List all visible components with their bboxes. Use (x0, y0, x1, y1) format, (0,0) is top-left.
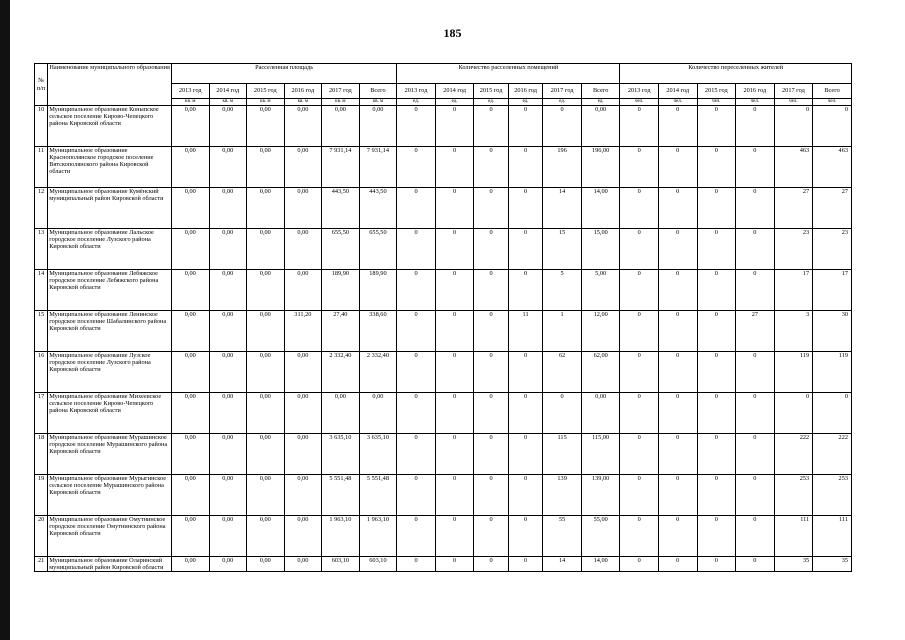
rooms-value: 11 (508, 311, 543, 352)
people-value: 253 (774, 475, 813, 516)
people-value: 23 (774, 229, 813, 270)
rooms-value: 0 (397, 188, 436, 229)
row-number: 20 (35, 516, 48, 557)
area-value: 189,90 (359, 270, 397, 311)
people-value: 0 (697, 434, 736, 475)
area-value: 0,00 (247, 147, 285, 188)
row-number: 17 (35, 393, 48, 434)
header-group-rooms: Количество расселенных помещений (397, 64, 620, 84)
rooms-value: 0 (397, 106, 436, 147)
rooms-value: 0 (435, 311, 474, 352)
rooms-value: 0 (435, 270, 474, 311)
people-value: 0 (697, 229, 736, 270)
header-name: Наименование муниципального образования (48, 64, 172, 106)
rooms-value: 5,00 (581, 270, 620, 311)
rooms-value: 0 (435, 229, 474, 270)
rooms-value: 1 (543, 311, 582, 352)
area-value: 0,00 (284, 270, 322, 311)
rooms-value: 0 (474, 229, 509, 270)
row-number: 10 (35, 106, 48, 147)
people-value: 17 (774, 270, 813, 311)
rooms-value: 0 (543, 393, 582, 434)
header-unit: ед. (508, 99, 543, 106)
area-value: 0,00 (209, 516, 247, 557)
area-value: 1 963,10 (359, 516, 397, 557)
area-value: 0,00 (284, 434, 322, 475)
people-value: 0 (658, 188, 697, 229)
area-value: 0,00 (284, 352, 322, 393)
rooms-value: 0 (397, 475, 436, 516)
people-value: 35 (813, 557, 852, 572)
area-value: 0,00 (284, 188, 322, 229)
area-value: 0,00 (209, 557, 247, 572)
rooms-value: 0 (397, 229, 436, 270)
area-value: 655,50 (359, 229, 397, 270)
rooms-value: 0 (435, 557, 474, 572)
people-value: 0 (658, 434, 697, 475)
area-value: 0,00 (171, 434, 209, 475)
row-number: 11 (35, 147, 48, 188)
header-unit: ед. (435, 99, 474, 106)
people-value: 119 (774, 352, 813, 393)
area-value: 0,00 (284, 475, 322, 516)
people-value: 0 (813, 106, 852, 147)
area-value: 0,00 (284, 147, 322, 188)
people-value: 111 (813, 516, 852, 557)
rooms-value: 0 (474, 311, 509, 352)
rooms-value: 0 (474, 557, 509, 572)
rooms-value: 0 (397, 311, 436, 352)
rooms-value: 0 (508, 475, 543, 516)
people-value: 0 (697, 393, 736, 434)
people-value: 0 (736, 557, 775, 572)
area-value: 0,00 (322, 106, 360, 147)
area-value: 0,00 (171, 270, 209, 311)
rooms-value: 0 (474, 352, 509, 393)
people-value: 253 (813, 475, 852, 516)
area-value: 1 963,10 (322, 516, 360, 557)
area-value: 0,00 (171, 311, 209, 352)
header-group-people: Количество переселенных жителей (620, 64, 852, 84)
municipality-name: Муниципальное образование Мурыгинское сельское поселение Мурашинского района Кировской области (48, 475, 172, 516)
people-value: 0 (658, 106, 697, 147)
area-value: 0,00 (247, 475, 285, 516)
table-body (35, 106, 852, 572)
rooms-value: 0 (397, 393, 436, 434)
rooms-value: 0 (508, 352, 543, 393)
rooms-value: 14,00 (581, 188, 620, 229)
row-number: 12 (35, 188, 48, 229)
area-value: 3 635,10 (322, 434, 360, 475)
header-year: 2016 год (508, 84, 543, 99)
rooms-value: 0 (508, 557, 543, 572)
people-value: 0 (736, 270, 775, 311)
people-value: 0 (620, 434, 659, 475)
municipality-name: Муниципальное образование Михеевское сельское поселение Кирово-Чепецкого района Кировской области (48, 393, 172, 434)
people-value: 0 (774, 106, 813, 147)
rooms-value: 0 (397, 557, 436, 572)
area-value: 0,00 (247, 516, 285, 557)
table-row (35, 311, 852, 352)
area-value: 7 931,14 (359, 147, 397, 188)
area-value: 2 332,40 (359, 352, 397, 393)
municipality-name: Муниципальное образование Лальское городское поселение Лузского района Кировской области (48, 229, 172, 270)
area-value: 0,00 (247, 311, 285, 352)
people-value: 111 (774, 516, 813, 557)
rooms-value: 139,00 (581, 475, 620, 516)
area-value: 0,00 (171, 516, 209, 557)
header-year: 2013 год (171, 84, 209, 99)
row-number: 21 (35, 557, 48, 572)
scan-left-edge (0, 0, 10, 640)
rooms-value: 14,00 (581, 557, 620, 572)
table-row (35, 434, 852, 475)
header-unit: ед. (397, 99, 436, 106)
people-value: 0 (736, 188, 775, 229)
municipality-name: Муниципальное образование Ленинское городское поселение Шабалинского района Кировской области (48, 311, 172, 352)
people-value: 0 (697, 557, 736, 572)
rooms-value: 0 (397, 270, 436, 311)
rooms-value: 0 (435, 393, 474, 434)
people-value: 0 (620, 352, 659, 393)
people-value: 27 (813, 188, 852, 229)
area-value: 0,00 (284, 393, 322, 434)
people-value: 0 (697, 188, 736, 229)
area-value: 0,00 (247, 188, 285, 229)
area-value: 0,00 (247, 557, 285, 572)
people-value: 0 (697, 311, 736, 352)
people-value: 0 (697, 475, 736, 516)
area-value: 0,00 (209, 393, 247, 434)
header-unit: ед. (474, 99, 509, 106)
rooms-value: 0 (435, 475, 474, 516)
rooms-value: 0 (397, 516, 436, 557)
area-value: 655,50 (322, 229, 360, 270)
area-value: 0,00 (247, 270, 285, 311)
rooms-value: 14 (543, 557, 582, 572)
area-value: 603,10 (359, 557, 397, 572)
header-group-area: Расселенная площадь (171, 64, 396, 84)
header-unit: чел. (697, 99, 736, 106)
table-row (35, 393, 852, 434)
rooms-value: 0 (397, 434, 436, 475)
header-year: 2015 год (247, 84, 285, 99)
people-value: 0 (736, 352, 775, 393)
header-unit: кв. м (247, 99, 285, 106)
rooms-value: 0,00 (581, 106, 620, 147)
rooms-value: 0 (435, 516, 474, 557)
municipality-name: Муниципальное образование Кумёнский муниципальный район Кировской области (48, 188, 172, 229)
row-number: 14 (35, 270, 48, 311)
people-value: 0 (620, 188, 659, 229)
header-year: 2013 год (620, 84, 659, 99)
header-unit: кв. м (209, 99, 247, 106)
header-unit: кв. м (171, 99, 209, 106)
table-row (35, 147, 852, 188)
area-value: 0,00 (209, 311, 247, 352)
people-value: 0 (620, 393, 659, 434)
rooms-value: 0 (508, 147, 543, 188)
area-value: 0,00 (247, 434, 285, 475)
header-year: 2017 год (774, 84, 813, 99)
rooms-value: 0 (474, 188, 509, 229)
people-value: 27 (774, 188, 813, 229)
municipality-name: Муниципальное образование Краснополянское городское поселение Вятскополянского района Кировской области (48, 147, 172, 188)
people-value: 0 (620, 147, 659, 188)
rooms-value: 0 (435, 106, 474, 147)
people-value: 0 (620, 475, 659, 516)
area-value: 2 332,40 (322, 352, 360, 393)
header-year: 2017 год (543, 84, 582, 99)
people-value: 0 (736, 147, 775, 188)
rooms-value: 196,00 (581, 147, 620, 188)
header-unit: кв. м (359, 99, 397, 106)
area-value: 0,00 (171, 106, 209, 147)
area-value: 0,00 (284, 229, 322, 270)
rooms-value: 55,00 (581, 516, 620, 557)
rooms-value: 0 (508, 270, 543, 311)
people-value: 0 (774, 393, 813, 434)
header-year: Всего (813, 84, 852, 99)
header-year: 2015 год (697, 84, 736, 99)
people-value: 0 (658, 393, 697, 434)
area-value: 0,00 (171, 393, 209, 434)
table-row (35, 557, 852, 572)
header-year: 2015 год (474, 84, 509, 99)
rooms-value: 62,00 (581, 352, 620, 393)
row-number: 15 (35, 311, 48, 352)
people-value: 222 (813, 434, 852, 475)
people-value: 0 (697, 106, 736, 147)
people-value: 0 (736, 229, 775, 270)
area-value: 0,00 (209, 434, 247, 475)
header-unit: чел. (774, 99, 813, 106)
area-value: 0,00 (171, 188, 209, 229)
people-value: 30 (813, 311, 852, 352)
people-value: 0 (658, 557, 697, 572)
rooms-value: 0 (508, 188, 543, 229)
rooms-value: 62 (543, 352, 582, 393)
municipality-name: Муниципальное образование Коныпское сельское поселение Кирово-Чепецкого района Кировской области (48, 106, 172, 147)
people-value: 0 (620, 557, 659, 572)
people-value: 463 (774, 147, 813, 188)
table-row (35, 475, 852, 516)
rooms-value: 0 (435, 434, 474, 475)
area-value: 5 551,48 (322, 475, 360, 516)
rooms-value: 15,00 (581, 229, 620, 270)
area-value: 0,00 (209, 229, 247, 270)
header-num: № п/п (35, 64, 48, 106)
area-value: 443,50 (359, 188, 397, 229)
header-unit: кв. м (322, 99, 360, 106)
table-row (35, 270, 852, 311)
rooms-value: 0 (474, 270, 509, 311)
rooms-value: 0 (474, 106, 509, 147)
area-value: 0,00 (284, 516, 322, 557)
header-unit: чел. (736, 99, 775, 106)
header-unit: чел. (658, 99, 697, 106)
area-value: 0,00 (171, 352, 209, 393)
area-value: 0,00 (359, 393, 397, 434)
area-value: 0,00 (284, 557, 322, 572)
rooms-value: 55 (543, 516, 582, 557)
header-year: 2013 год (397, 84, 436, 99)
municipality-name: Муниципальное образование Мурашинское городское поселение Мурашинского района Кировской области (48, 434, 172, 475)
area-value: 0,00 (171, 229, 209, 270)
table-row (35, 229, 852, 270)
page-number: 185 (443, 26, 462, 40)
area-value: 0,00 (209, 475, 247, 516)
municipality-name: Муниципальное образование Омутнинское городское поселение Омутнинского района Кировской области (48, 516, 172, 557)
people-value: 119 (813, 352, 852, 393)
people-value: 0 (697, 516, 736, 557)
rooms-value: 0 (508, 229, 543, 270)
rooms-value: 0 (508, 434, 543, 475)
area-value: 0,00 (209, 188, 247, 229)
people-value: 17 (813, 270, 852, 311)
rooms-value: 0 (474, 147, 509, 188)
people-value: 0 (620, 106, 659, 147)
table-row (35, 188, 852, 229)
people-value: 0 (736, 393, 775, 434)
people-value: 0 (658, 475, 697, 516)
table-row (35, 106, 852, 147)
area-value: 0,00 (171, 557, 209, 572)
people-value: 0 (620, 229, 659, 270)
people-value: 222 (774, 434, 813, 475)
rooms-value: 0 (397, 352, 436, 393)
people-value: 0 (697, 352, 736, 393)
table-row (35, 352, 852, 393)
area-value: 338,60 (359, 311, 397, 352)
people-value: 0 (658, 229, 697, 270)
area-value: 3 635,10 (359, 434, 397, 475)
rooms-value: 5 (543, 270, 582, 311)
header-year: 2014 год (209, 84, 247, 99)
people-value: 35 (774, 557, 813, 572)
municipality-name: Муниципальное образование Лузское городское поселение Лузского района Кировской области (48, 352, 172, 393)
rooms-value: 0 (474, 516, 509, 557)
people-value: 0 (736, 434, 775, 475)
area-value: 603,10 (322, 557, 360, 572)
area-value: 5 551,48 (359, 475, 397, 516)
area-value: 0,00 (247, 106, 285, 147)
row-number: 19 (35, 475, 48, 516)
table-row (35, 516, 852, 557)
people-value: 23 (813, 229, 852, 270)
people-value: 0 (697, 147, 736, 188)
area-value: 0,00 (209, 106, 247, 147)
rooms-value: 0 (474, 475, 509, 516)
header-year: 2014 год (435, 84, 474, 99)
header-year: Всего (359, 84, 397, 99)
area-value: 0,00 (247, 393, 285, 434)
header-unit: чел. (813, 99, 852, 106)
people-value: 0 (736, 475, 775, 516)
header-year: 2016 год (736, 84, 775, 99)
people-value: 0 (658, 352, 697, 393)
header-year: Всего (581, 84, 620, 99)
area-value: 0,00 (171, 147, 209, 188)
people-value: 0 (736, 106, 775, 147)
area-value: 0,00 (209, 270, 247, 311)
people-value: 463 (813, 147, 852, 188)
rooms-value: 0 (435, 352, 474, 393)
rooms-value: 0,00 (581, 393, 620, 434)
rooms-value: 0 (474, 434, 509, 475)
people-value: 0 (620, 270, 659, 311)
rooms-value: 139 (543, 475, 582, 516)
area-value: 0,00 (209, 352, 247, 393)
rooms-value: 0 (435, 147, 474, 188)
header-unit: ед. (581, 99, 620, 106)
rooms-value: 0 (397, 147, 436, 188)
people-value: 0 (658, 311, 697, 352)
rooms-value: 115 (543, 434, 582, 475)
people-value: 3 (774, 311, 813, 352)
people-value: 0 (697, 270, 736, 311)
people-value: 0 (658, 270, 697, 311)
header-year: 2014 год (658, 84, 697, 99)
area-value: 0,00 (284, 106, 322, 147)
area-value: 0,00 (171, 475, 209, 516)
header-year: 2016 год (284, 84, 322, 99)
people-value: 0 (620, 516, 659, 557)
area-value: 0,00 (247, 229, 285, 270)
area-value: 0,00 (359, 106, 397, 147)
people-value: 0 (620, 311, 659, 352)
rooms-value: 0 (435, 188, 474, 229)
area-value: 189,90 (322, 270, 360, 311)
area-value: 7 931,14 (322, 147, 360, 188)
rooms-value: 0 (474, 393, 509, 434)
rooms-value: 0 (508, 516, 543, 557)
resettlement-table (34, 63, 852, 572)
rooms-value: 0 (508, 393, 543, 434)
municipality-name: Муниципальное образование Оларинский муниципальный район Кировской области (48, 557, 172, 572)
rooms-value: 12,00 (581, 311, 620, 352)
rooms-value: 0 (543, 106, 582, 147)
people-value: 0 (658, 147, 697, 188)
header-unit: кв. м (284, 99, 322, 106)
rooms-value: 115,00 (581, 434, 620, 475)
header-unit: ед. (543, 99, 582, 106)
area-value: 27,40 (322, 311, 360, 352)
rooms-value: 196 (543, 147, 582, 188)
area-value: 311,20 (284, 311, 322, 352)
row-number: 18 (35, 434, 48, 475)
people-value: 0 (658, 516, 697, 557)
header-year: 2017 год (322, 84, 360, 99)
area-value: 0,00 (322, 393, 360, 434)
row-number: 16 (35, 352, 48, 393)
row-number: 13 (35, 229, 48, 270)
rooms-value: 0 (508, 106, 543, 147)
header-unit: чел. (620, 99, 659, 106)
area-value: 0,00 (209, 147, 247, 188)
people-value: 0 (813, 393, 852, 434)
people-value: 27 (736, 311, 775, 352)
people-value: 0 (736, 516, 775, 557)
municipality-name: Муниципальное образование Лебяжское городское поселение Лебяжского района Кировской области (48, 270, 172, 311)
area-value: 0,00 (247, 352, 285, 393)
rooms-value: 14 (543, 188, 582, 229)
rooms-value: 15 (543, 229, 582, 270)
area-value: 443,50 (322, 188, 360, 229)
